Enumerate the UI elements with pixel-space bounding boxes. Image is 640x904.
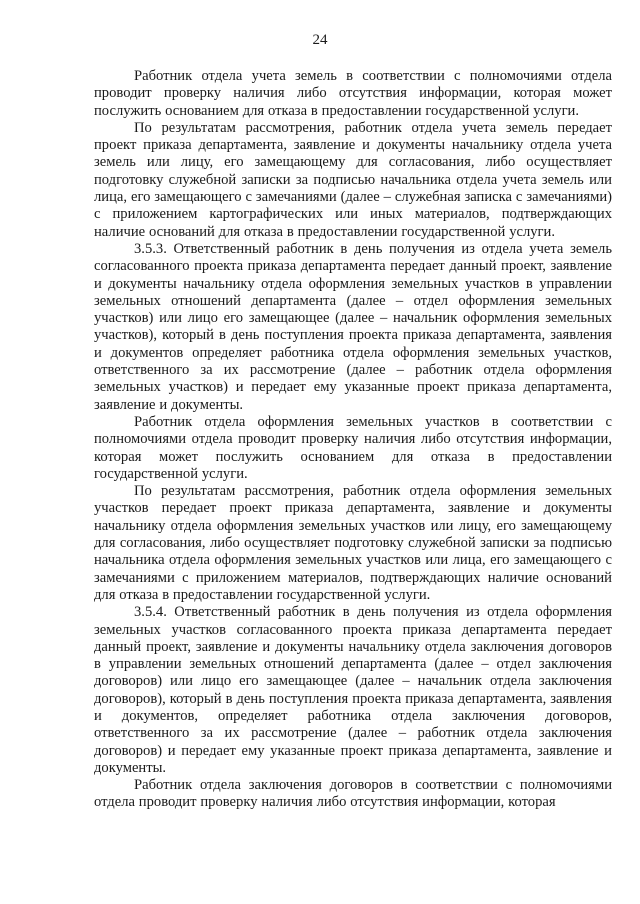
paragraph-verification-contracts: Работник отдела заключения договоров в соответствии с полномочиями отдела проводит проверку наличия либо отсутствия информации, которая [94,777,612,811]
paragraph-section-3-5-4: 3.5.4. Ответственный работник в день получения из отдела оформления земельных участков согласованного проекта приказа департамента передает данный проект, заявление и документы начальнику отдела заключения договоров в управлении земельных отношений департамента (далее – отдел заключения договоров) или лицо его замещающее (далее – начальник отдела заключения договоров), который в день поступления проекта приказа департамента, заявления и документов, определяет работника отдела заключения договоров, ответственного за их рассмотрение (далее – работник отдела заключения договоров) и передает ему указанные проект приказа департамента, заявление и документы. [94,604,612,776]
page-number: 24 [312,32,328,48]
paragraph-verification-land-registration: Работник отдела оформления земельных участков в соответствии с полномочиями отдела проводит проверку наличия либо отсутствия информации, которая может послужить основанием для отказа в предоставлении государственной услуги. [94,413,612,482]
paragraph-review-land-accounting: По результатам рассмотрения, работник отдела учета земель передает проект приказа департамента, заявление и документы начальнику отдела учета земель или лицу, его замещающему для согласования, либо осуществляет подготовку служебной записки за подписью начальника отдела учета земель или лица, его замещающего с замечаниями (далее – служебная записка с замечаниями) с приложением картографических или иных материалов, подтверждающих наличие оснований для отказа в предоставлении государственной услуги. [94,119,612,240]
paragraph-review-land-registration: По результатам рассмотрения, работник отдела оформления земельных участков передает проект приказа департамента, заявление и документы начальнику отдела оформления земельных участков или лицу, его замещающему для согласования, либо осуществляет подготовку служебной записки за подписью начальника отдела оформления земельных участков или лица, его замещающего с замечаниями с приложением материалов, подтверждающих наличие оснований для отказа в предоставлении государственной услуги. [94,483,612,603]
paragraph-section-3-5-3: 3.5.3. Ответственный работник в день получения из отдела учета земель согласованного проекта приказа департамента передает данный проект, заявление и документы начальнику отдела оформления земельных участков в управлении земельных отношений департамента (далее – отдел оформления земельных участков) или лицо его замещающее (далее – начальник оформления земельных участков), который в день поступления проекта приказа департамента, заявления и документов определяет работника отдела оформления земельных участков, ответственного за их рассмотрение (далее – работник отдела оформления земельных участков) и передает ему указанные проект приказа департамента, заявление и документы. [94,240,612,413]
paragraph-verification-land-accounting: Работник отдела учета земель в соответствии с полномочиями отдела проводит проверку наличия либо отсутствия информации, которая может послужить основанием для отказа в предоставлении государственной услуги. [94,68,612,119]
document-body [94,68,612,812]
